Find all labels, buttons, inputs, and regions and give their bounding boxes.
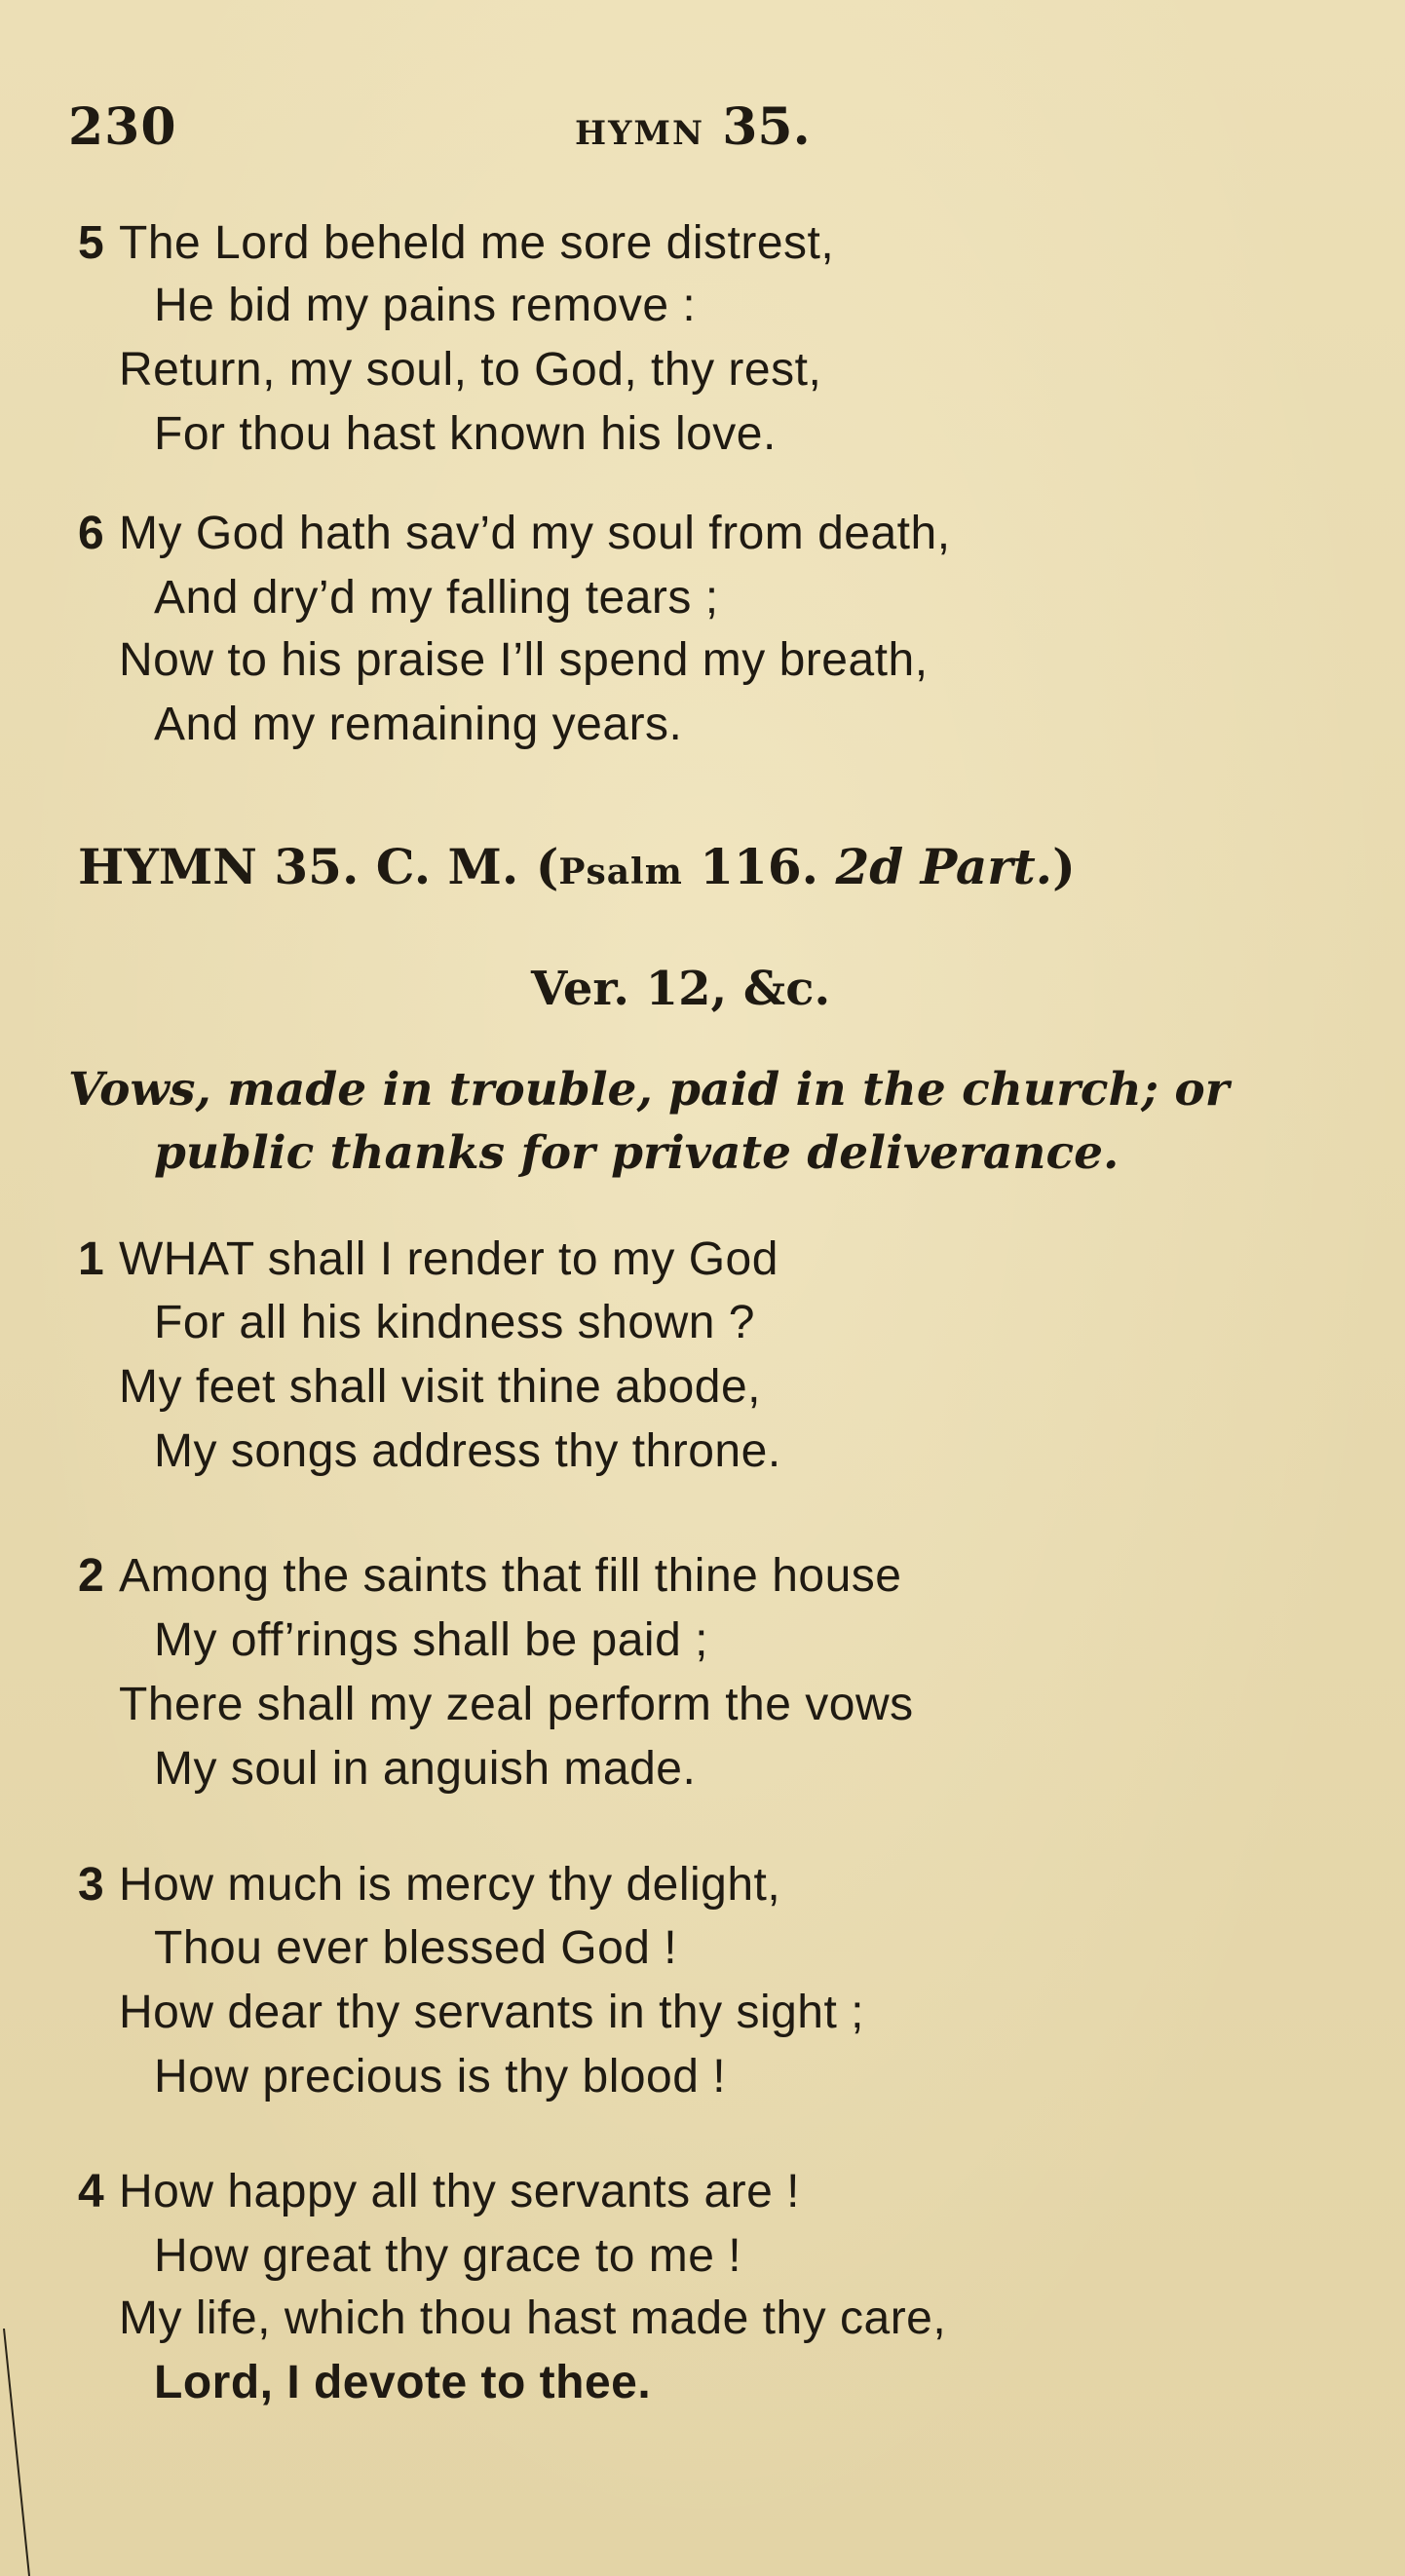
stanza-line: My life, which thou hast made thy care, bbox=[119, 2292, 947, 2344]
hymn-subtitle-line: Vows, made in trouble, paid in the church; or bbox=[68, 1063, 1230, 1117]
stanza-line: Return, my soul, to God, thy rest, bbox=[119, 344, 822, 396]
stanza-number: 2 bbox=[78, 1550, 104, 1602]
stanza-line: Now to his praise I’ll spend my breath, bbox=[119, 634, 929, 686]
stanza-line: WHAT shall I render to my God bbox=[119, 1233, 778, 1285]
page-number: 230 bbox=[68, 97, 177, 157]
stanza-line: How dear thy servants in thy sight ; bbox=[119, 1987, 864, 2038]
stanza-line: Among the saints that fill thine house bbox=[119, 1550, 902, 1602]
stanza-number: 1 bbox=[78, 1233, 104, 1285]
stanza-line: My God hath sav’d my soul from death, bbox=[119, 508, 951, 559]
page-edge-line bbox=[0, 2329, 39, 2576]
stanza-line: How great thy grace to me ! bbox=[154, 2230, 742, 2282]
verse-reference: Ver. 12, &c. bbox=[531, 962, 831, 1016]
stanza-line: How much is mercy thy delight, bbox=[119, 1859, 781, 1911]
psalm-part: 2d Part. bbox=[835, 838, 1053, 895]
stanza-line: My feet shall visit thine abode, bbox=[119, 1361, 762, 1413]
stanza-line: The Lord beheld me sore distrest, bbox=[119, 217, 835, 269]
stanza-line: Lord, I devote to thee. bbox=[154, 2357, 652, 2408]
running-head bbox=[68, 97, 1335, 166]
hymn-subtitle-line: public thanks for private deliverance. bbox=[154, 1126, 1120, 1180]
stanza-line: My off’rings shall be paid ; bbox=[154, 1614, 708, 1666]
stanza-line: And dry’d my falling tears ; bbox=[154, 572, 719, 624]
stanza-line: How happy all thy servants are ! bbox=[119, 2166, 800, 2217]
stanza-number: 3 bbox=[78, 1859, 104, 1911]
stanza-line: Thou ever blessed God ! bbox=[154, 1922, 678, 1974]
stanza-line: For all his kindness shown ? bbox=[154, 1297, 755, 1348]
stanza-number: 4 bbox=[78, 2166, 104, 2217]
stanza-number: 5 bbox=[78, 217, 104, 269]
stanza-line: My soul in anguish made. bbox=[154, 1743, 697, 1795]
running-title-number: 35. bbox=[722, 97, 811, 157]
stanza-line: My songs address thy throne. bbox=[154, 1425, 781, 1477]
stanza-line: For thou hast known his love. bbox=[154, 408, 777, 460]
running-title bbox=[575, 97, 811, 157]
stanza-line: And my remaining years. bbox=[154, 699, 683, 750]
psalm-reference: 116. bbox=[700, 838, 819, 895]
stanza-line: There shall my zeal perform the vows bbox=[119, 1679, 914, 1730]
hymn-heading: HYMN 35. C. M. (Psalm 116. 2d Part.) bbox=[78, 838, 1076, 895]
stanza-line: How precious is thy blood ! bbox=[154, 2051, 727, 2102]
stanza-line: He bid my pains remove : bbox=[154, 280, 697, 331]
hymn-title: HYMN 35. C. M. bbox=[78, 838, 519, 895]
stanza-number: 6 bbox=[78, 508, 104, 559]
psalm-word: Psalm bbox=[558, 852, 683, 892]
running-title-prefix: HYMN bbox=[575, 114, 705, 153]
